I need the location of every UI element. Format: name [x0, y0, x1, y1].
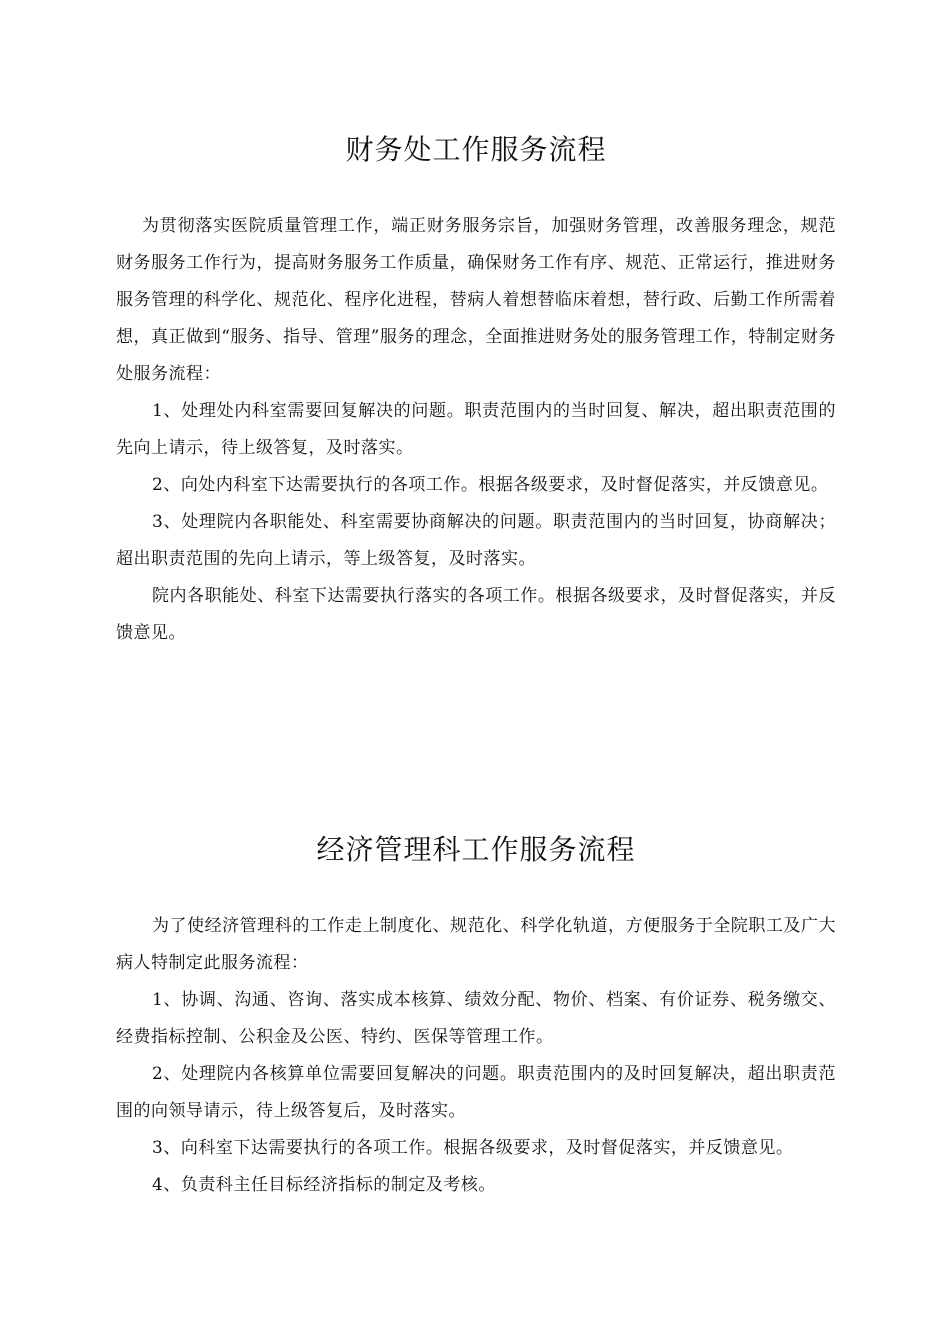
list-item: 2、处理院内各核算单位需要回复解决的问题。职责范围内的及时回复解决，超出职责范围的向领导请示，待上级答复后，及时落实。: [116, 1064, 836, 1121]
list-item: 1、处理处内科室需要回复解决的问题。职责范围内的当时回复、解决，超出职责范围的先向上请示，待上级答复，及时落实。: [116, 401, 836, 458]
list-item: 4、负责科主任目标经济指标的制定及考核。: [152, 1175, 496, 1195]
list-item: 3、处理院内各职能处、科室需要协商解决的问题。职责范围内的当时回复，协商解决；超出职责范围的先向上请示，等上级答复，及时落实。: [116, 512, 836, 569]
section-finance-office: [116, 130, 836, 652]
section-title: 经济管理科工作服务流程: [316, 833, 636, 866]
list-item: 1、协调、沟通、咨询、落实成本核算、绩效分配、物价、档案、有价证券、税务缴交、经费指标控制、公积金及公医、特约、医保等管理工作。: [116, 990, 836, 1047]
section-intro: 为了使经济管理科的工作走上制度化、规范化、科学化轨道，方便服务于全院职工及广大病人特制定此服务流程：: [116, 916, 836, 973]
section-economic-management: [116, 830, 836, 1204]
list-item: 2、向处内科室下达需要执行的各项工作。根据各级要求，及时督促落实，并反馈意见。: [152, 475, 829, 495]
list-item: 3、向科室下达需要执行的各项工作。根据各级要求，及时督促落实，并反馈意见。: [152, 1138, 794, 1158]
list-item: 院内各职能处、科室下达需要执行落实的各项工作。根据各级要求，及时督促落实，并反馈意见。: [116, 586, 836, 643]
section-intro: 为贯彻落实医院质量管理工作，端正财务服务宗旨，加强财务管理，改善服务理念，规范财务服务工作行为，提高财务服务工作质量，确保财务工作有序、规范、正常运行，推进财务服务管理的科学化、规范化、程序化进程，替病人着想替临床着想，替行政、后勤工作所需着想，真正做到“服务、指导、管理”服务的理念，全面推进财务处的服务管理工作，特制定财务处服务流程：: [116, 216, 836, 384]
section-title: 财务处工作服务流程: [345, 133, 607, 166]
